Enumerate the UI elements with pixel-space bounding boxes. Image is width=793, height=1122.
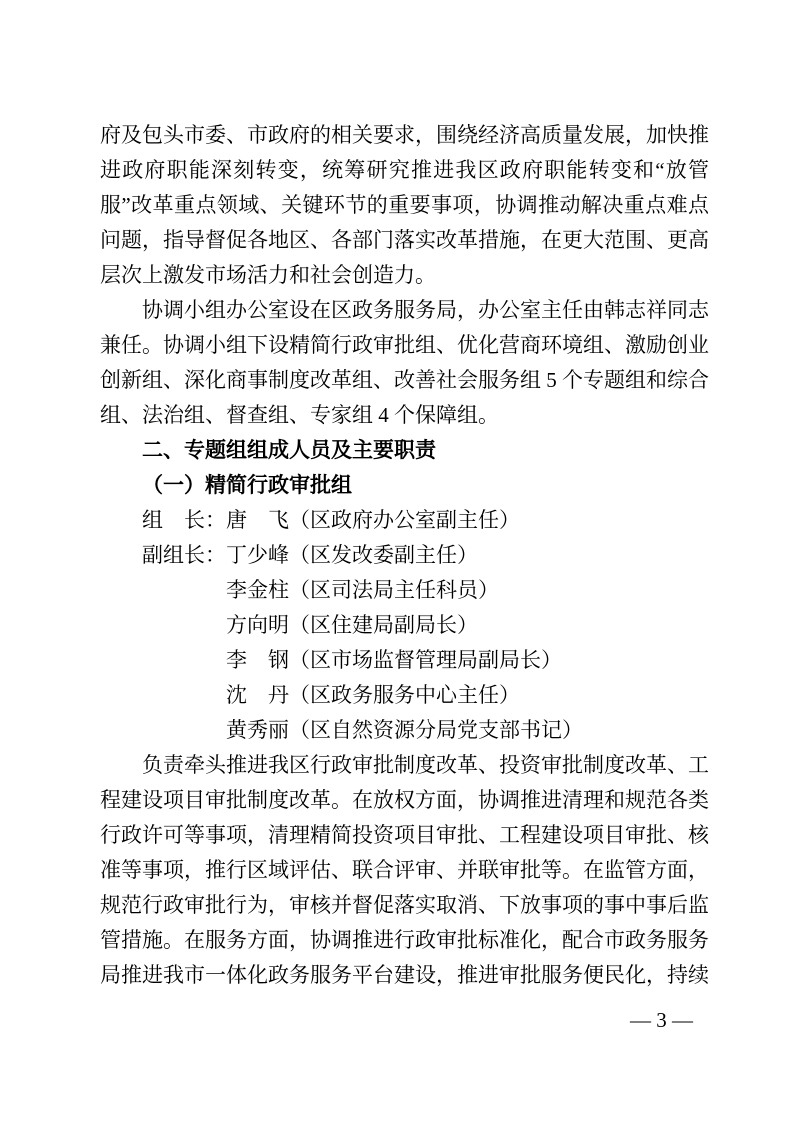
roster-person-title: （区司法局主任科员） — [289, 578, 499, 602]
roster-role-label — [142, 643, 226, 678]
roster-person-name: 唐 飞 — [226, 508, 289, 532]
roster-role-label — [142, 608, 226, 643]
roster-role-label — [142, 678, 226, 713]
roster-row-member — [100, 713, 709, 748]
roster-person-title: （区住建局副局长） — [289, 613, 478, 637]
roster-person-name: 李 钢 — [226, 648, 289, 672]
roster-row-member — [100, 608, 709, 643]
roster-role-label: 组 长： — [142, 508, 226, 532]
roster-person-name: 方向明 — [226, 613, 289, 637]
roster-person-name: 丁少峰 — [226, 543, 289, 567]
document-body — [100, 118, 709, 993]
roster-role-label — [142, 573, 226, 608]
roster-person-title: （区自然资源分局党支部书记） — [289, 718, 583, 742]
roster-role-label — [142, 713, 226, 748]
paragraph-duties: 负责牵头推进我区行政审批制度改革、投资审批制度改革、工程建设项目审批制度改革。在放权方面，协调推进清理和规范各类行政许可等事项，清理精简投资项目审批、工程建设项目审批、核准等事项，推行区域评估、联合评审、并联审批等。在监管方面，规范行政审批行为，审核并督促落实取消、下放事项的事中事后监管措施。在服务方面，协调推进行政审批标准化，配合市政务服务局推进我市一体化政务服务平台建设，推进审批服务便民化，持续 — [100, 753, 709, 987]
roster-person-title: （区政务服务中心主任） — [289, 683, 520, 707]
roster-role-label: 副组长： — [142, 543, 226, 567]
roster-person-name: 沈 丹 — [226, 683, 289, 707]
roster-person-title: （区市场监督管理局副局长） — [289, 648, 562, 672]
roster-row-deputy — [100, 538, 709, 573]
roster-row-leader — [100, 503, 709, 538]
roster-row-member — [100, 573, 709, 608]
roster-row-member — [100, 643, 709, 678]
subsection-heading: （一）精简行政审批组 — [142, 473, 352, 497]
roster-person-title: （区政府办公室副主任） — [289, 508, 520, 532]
roster-row-member — [100, 678, 709, 713]
roster-person-name: 李金柱 — [226, 578, 289, 602]
paragraph-continuation: 府及包头市委、市政府的相关要求，围绕经济高质量发展，加快推进政府职能深刻转变，统筹研究推进我区政府职能转变和“放管服”改革重点领域、关键环节的重要事项，协调推动解决重点难点问题，指导督促各地区、各部门落实改革措施，在更大范围、更高层次上激发市场活力和社会创造力。 — [100, 123, 709, 287]
paragraph-office-setup: 协调小组办公室设在区政务服务局，办公室主任由韩志祥同志兼任。协调小组下设精简行政审批组、优化营商环境组、激励创业创新组、深化商事制度改革组、改善社会服务组 5 个专题组和综合组、法治组、督查组、专家组 4 个保障组。 — [100, 298, 709, 427]
section-heading: 二、专题组组成人员及主要职责 — [142, 439, 436, 462]
roster-list — [100, 503, 709, 748]
page-number: — 3 — — [630, 1008, 693, 1032]
roster-person-name: 黄秀丽 — [226, 718, 289, 742]
roster-person-title: （区发改委副主任） — [289, 543, 478, 567]
